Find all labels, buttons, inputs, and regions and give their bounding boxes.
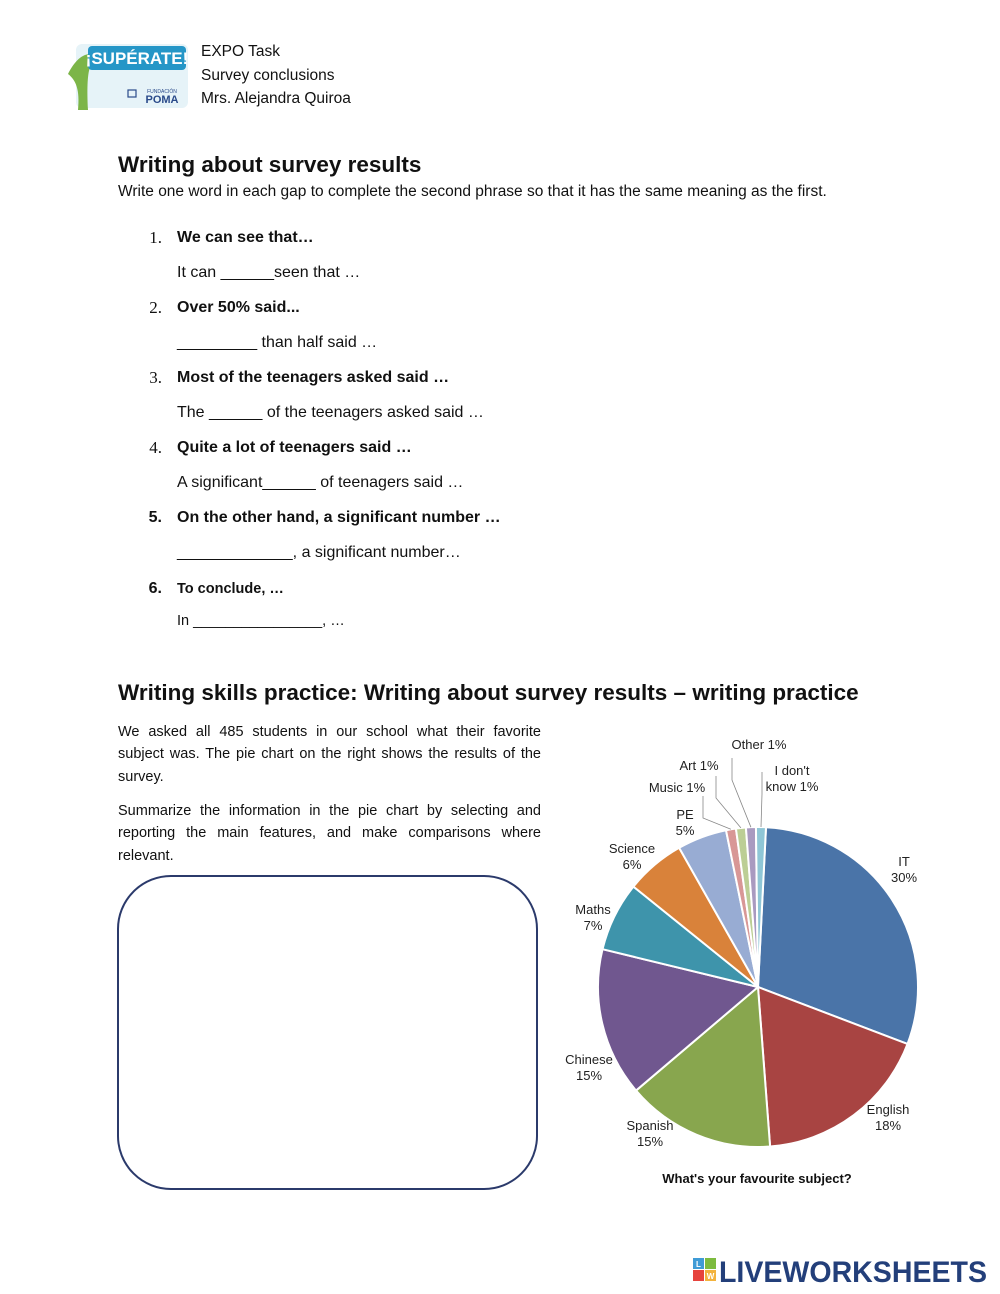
brand-badge-square [693,1270,704,1281]
section2-paragraph-1: We asked all 485 students in our school what their favorite subject was. The pie chart on the right shows the results of the survey. [118,724,541,785]
item-answer-line[interactable]: _________ than half said … [177,334,378,351]
item-prompt: On the other hand, a significant number … [177,509,501,526]
section2-title: Writing skills practice: Writing about survey results – writing practice [118,680,859,705]
item-prompt: Most of the teenagers asked said … [177,369,450,386]
section2-paragraph-2: Summarize the information in the pie chart by selecting and reporting the main features, and make comparisons where relevant. [118,803,541,864]
item-number: 3. [149,368,162,387]
pie-label: PE 5% [675,807,695,838]
pie-label: Art 1% [679,758,719,773]
svg-text:¡SUPÉRATE!: ¡SUPÉRATE! [85,49,189,68]
pie-label: Music 1% [648,780,706,795]
item-number: 2. [149,298,162,317]
svg-text:L: L [696,1260,701,1269]
svg-text:LIVEWORKSHEETS: LIVEWORKSHEETS [719,1256,987,1287]
superate-logo [66,40,190,112]
item-number: 1. [149,228,162,247]
pie-leader-line [716,776,741,828]
pie-label: Spanish 15% [626,1118,674,1149]
header-info [201,40,351,111]
pie-label: Maths 7% [575,902,611,933]
item-number: 5. [148,509,162,526]
item-answer-line[interactable]: A significant______ of teenagers said … [177,474,464,491]
item-prompt: Over 50% said... [177,299,300,316]
pie-label: English 18% [866,1102,910,1133]
item-answer-line[interactable]: The ______ of the teenagers asked said … [177,404,484,421]
svg-text:POMA: POMA [145,94,179,106]
item-prompt: We can see that… [177,229,314,246]
section1-title: Writing about survey results [118,152,422,177]
header-teacher: Mrs. Alejandra Quiroa [201,90,351,108]
favourite-subject-pie-chart [556,732,936,1192]
svg-text:W: W [706,1272,715,1281]
pie-leader-line [703,796,731,829]
pie-label: Other 1% [731,737,787,752]
item-number: 6. [148,580,162,597]
header-task: EXPO Task [201,43,280,60]
writing-answer-box[interactable] [117,875,538,1190]
pie-leader-line [732,758,751,827]
pie-label: IT 30% [890,854,918,885]
pie-label: Chinese 15% [565,1052,613,1083]
header-subtitle: Survey conclusions [201,66,335,84]
item-answer-line[interactable]: It can ______seen that … [177,264,361,281]
item-answer-line[interactable]: _____________, a significant number… [177,544,461,561]
item-prompt: Quite a lot of teenagers said … [177,439,412,456]
brand-badge-square [705,1258,716,1269]
liveworksheets-logo [693,1253,988,1287]
svg-text:FUNDACIÓN: FUNDACIÓN [147,89,177,95]
item-prompt: To conclude, … [177,581,284,597]
pie-label: Science 6% [608,841,656,872]
item-number: 4. [149,438,162,457]
pie-leader-line [761,772,762,827]
pie-label: I don't know 1% [765,763,819,794]
chart-title: What's your favourite subject? [662,1171,852,1186]
section1-instruction: Write one word in each gap to complete the second phrase so that it has the same meaning as the first. [118,183,827,200]
item-answer-line[interactable]: In ________________, … [177,613,345,629]
